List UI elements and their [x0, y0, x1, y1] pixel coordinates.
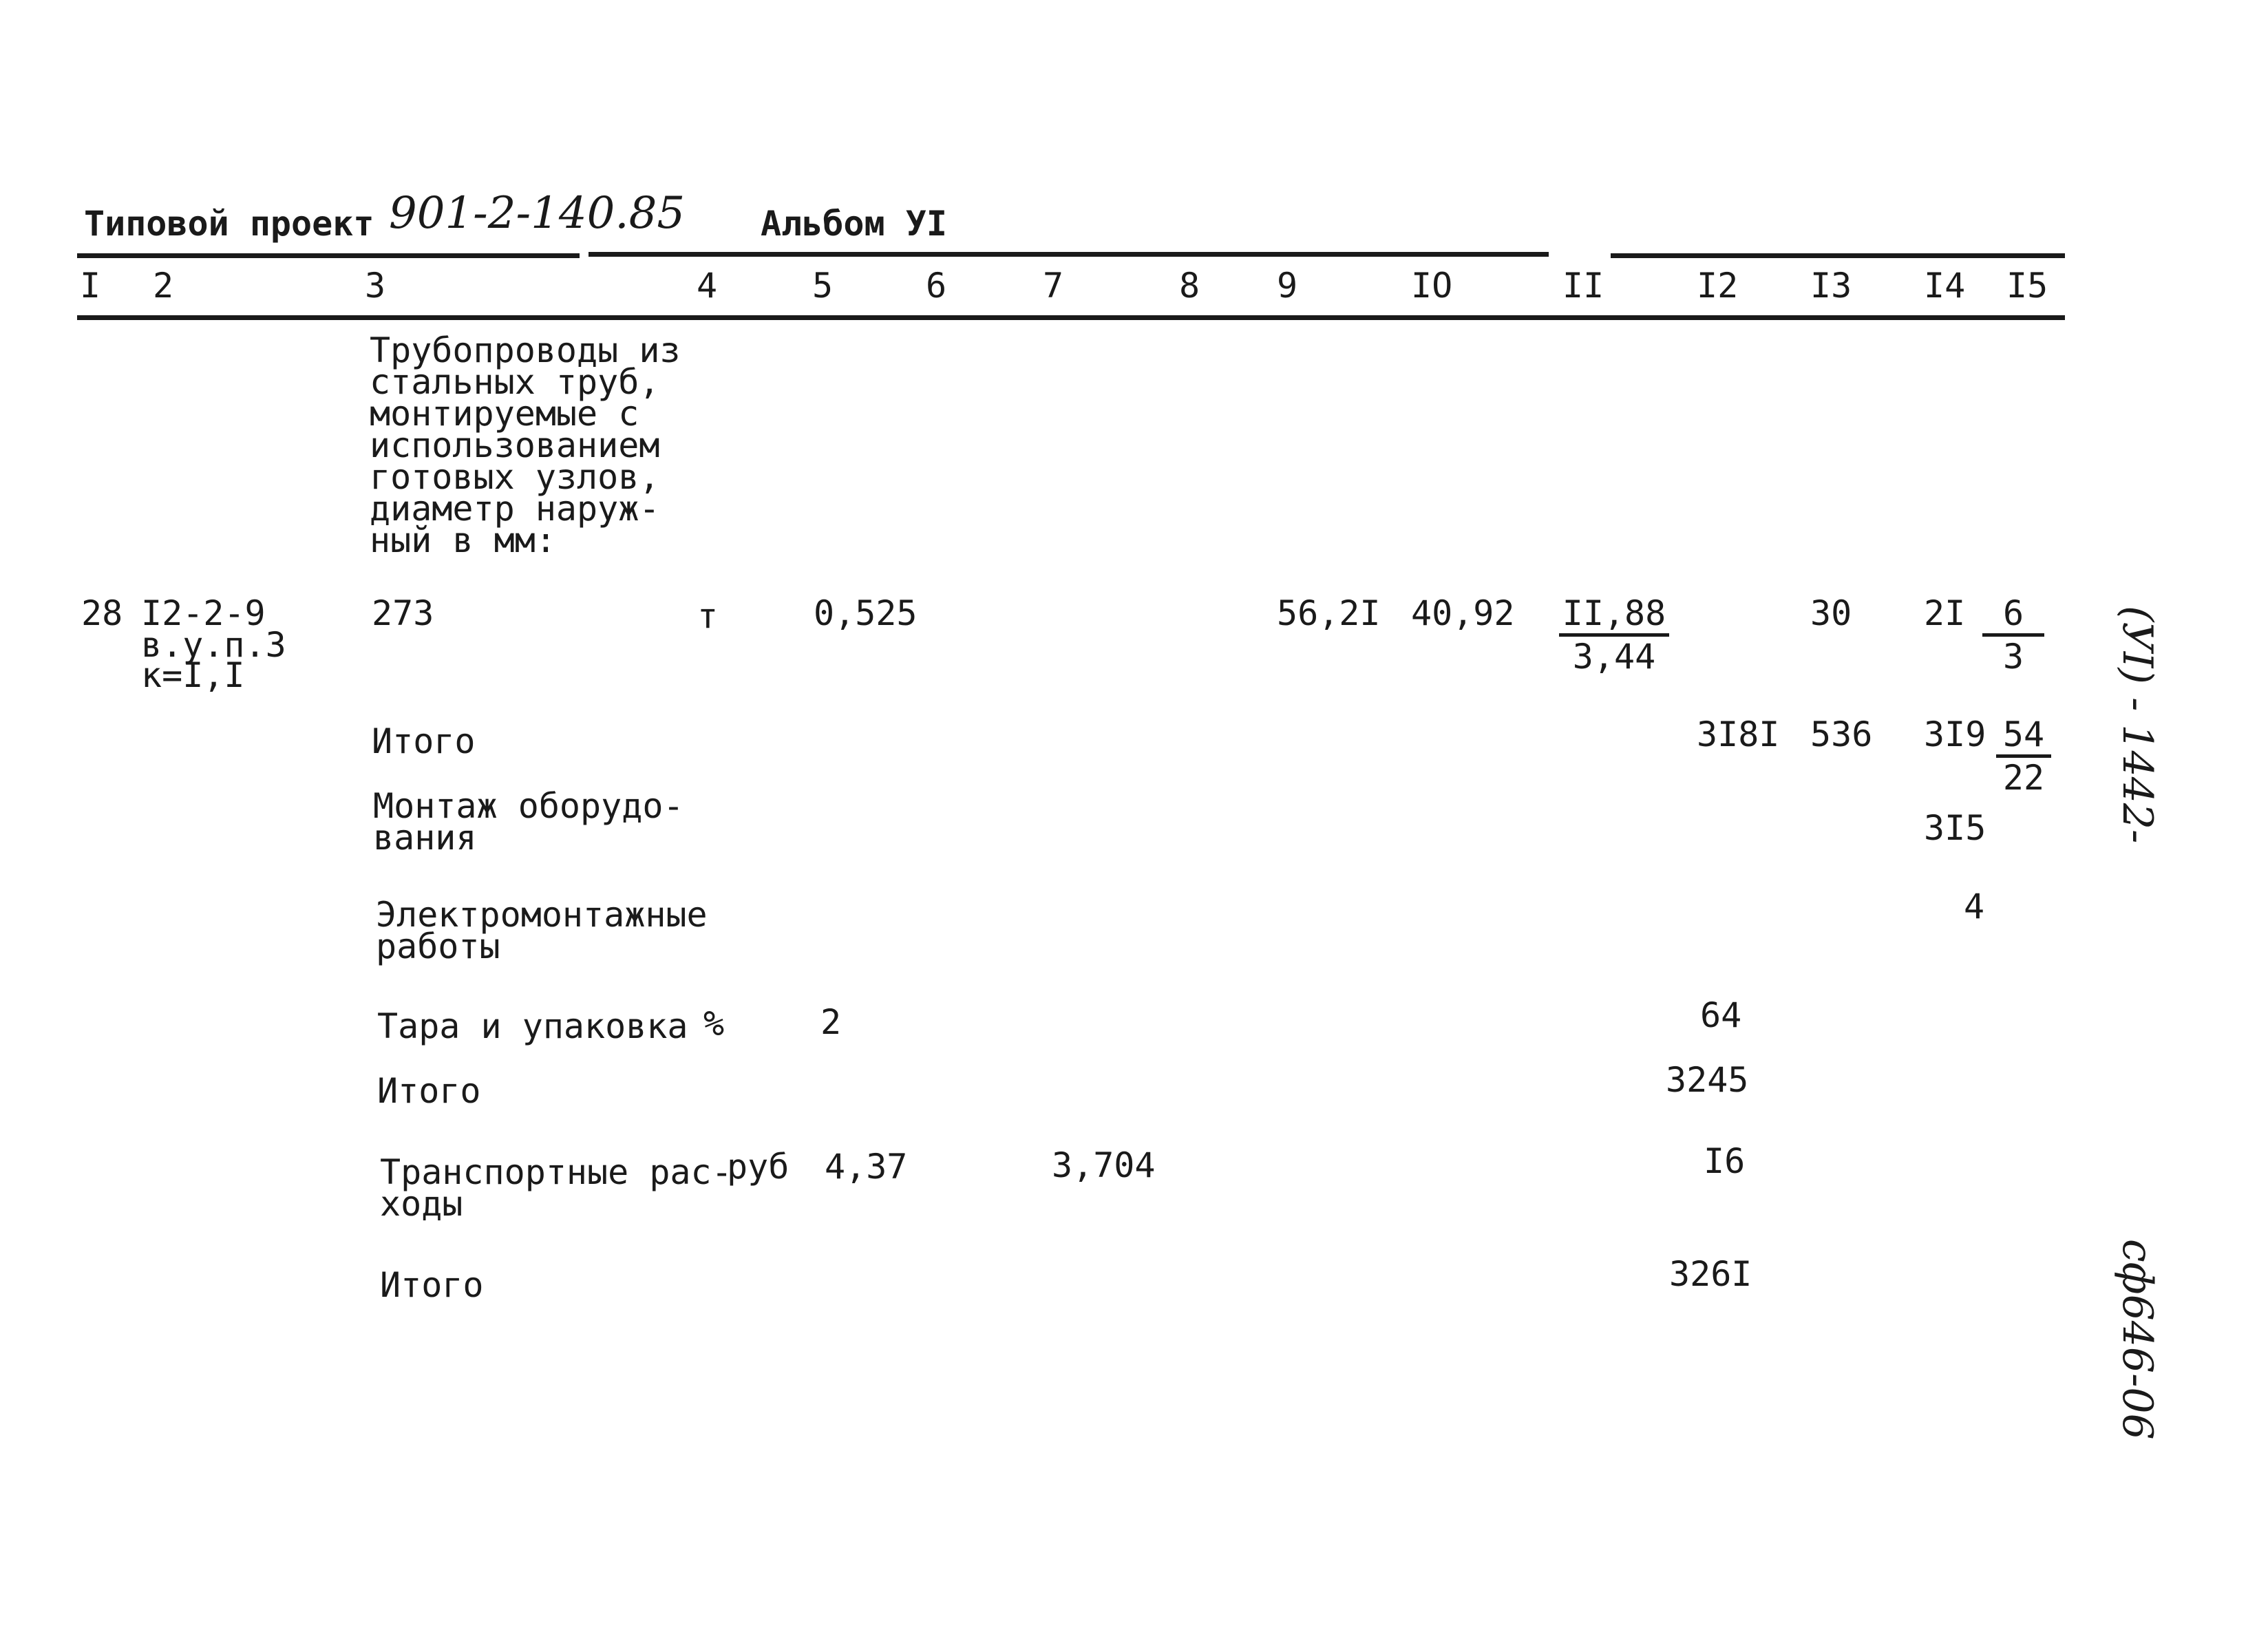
row-label: Тара и упаковка [377, 1006, 688, 1046]
row-col9: 56,2I [1277, 593, 1381, 633]
column-header: I2 [1697, 266, 1739, 306]
row-quantity: 4,37 [825, 1147, 908, 1187]
row-col7: 3,704 [1052, 1145, 1156, 1185]
column-header: 3 [365, 266, 386, 306]
total-col12: 3I8I [1697, 714, 1780, 754]
project-number: 901-2-140.85 [389, 188, 686, 239]
total-col13: 536 [1810, 714, 1873, 754]
row-unit: % [703, 1004, 725, 1043]
row-code: I2-2-9 [141, 593, 266, 633]
row-label: Монтаж оборудо- вания [373, 786, 684, 858]
row-col12: 64 [1700, 995, 1742, 1035]
column-header: 2 [153, 266, 174, 306]
header-rule-top-left [77, 253, 580, 258]
row-label: Транспортные рас- ходы [380, 1152, 732, 1224]
column-header: 8 [1179, 266, 1200, 306]
row-col12: I6 [1704, 1141, 1746, 1181]
row-col14: 4 [1964, 887, 1985, 926]
column-header: I3 [1810, 266, 1852, 306]
total-col12: 326I [1669, 1254, 1752, 1294]
total-label: Итого [372, 721, 476, 761]
column-header: IO [1411, 266, 1453, 306]
row-col13: 30 [1810, 593, 1852, 633]
fraction-numerator: 6 [1982, 596, 2044, 637]
total-label: Итого [377, 1071, 481, 1111]
row-quantity: 0,525 [814, 593, 918, 633]
row-col14: 3I5 [1924, 808, 1986, 848]
total-col12: 3245 [1666, 1060, 1749, 1100]
row-col15-fraction [1982, 593, 2044, 677]
row-coefficient: к=I,I [141, 655, 245, 695]
header-rule-top-mid [589, 252, 1549, 257]
fraction-numerator: II,88 [1559, 596, 1669, 637]
row-unit: руб [727, 1147, 789, 1187]
row-quantity: 2 [820, 1002, 842, 1042]
column-header: 6 [926, 266, 947, 306]
row-number: 28 [81, 593, 123, 633]
column-header: I5 [2006, 266, 2048, 306]
column-header: I [80, 266, 101, 306]
fraction-denominator: 3 [2002, 637, 2024, 677]
header-rule-bottom [77, 315, 2065, 320]
margin-note-bottom: сф646-06 [2113, 1239, 2161, 1440]
fraction-numerator: 54 [1996, 717, 2051, 758]
fraction-denominator: 22 [2002, 758, 2045, 798]
margin-note-top: (УI) - 1442- [2113, 606, 2161, 844]
header-rule-top-right [1611, 253, 2065, 258]
section-title: Трубопроводы из стальных труб, монтируемые с использованием готовых узлов, диаметр наруж- ный в мм: [370, 330, 681, 560]
column-header: I4 [1924, 266, 1966, 306]
row-name: 273 [372, 593, 434, 633]
fraction-denominator: 3,44 [1572, 637, 1656, 677]
total-col14: 3I9 [1924, 714, 1986, 754]
album-label: Альбом УI [761, 204, 947, 244]
total-label: Итого [380, 1265, 484, 1305]
column-header: 9 [1277, 266, 1298, 306]
row-code-note: в.у.п.3 [141, 625, 286, 665]
project-label: Типовой проект [84, 204, 374, 244]
column-header: 5 [812, 266, 834, 306]
column-header: 7 [1043, 266, 1064, 306]
total-col15-fraction [1996, 714, 2051, 798]
row-label: Электромонтажные работы [376, 895, 708, 966]
row-col10: 40,92 [1411, 593, 1515, 633]
row-col14: 2I [1924, 593, 1966, 633]
column-header: 4 [697, 266, 718, 306]
column-header: II [1562, 266, 1604, 306]
row-unit: т [697, 596, 719, 636]
row-col11-fraction [1559, 593, 1669, 677]
